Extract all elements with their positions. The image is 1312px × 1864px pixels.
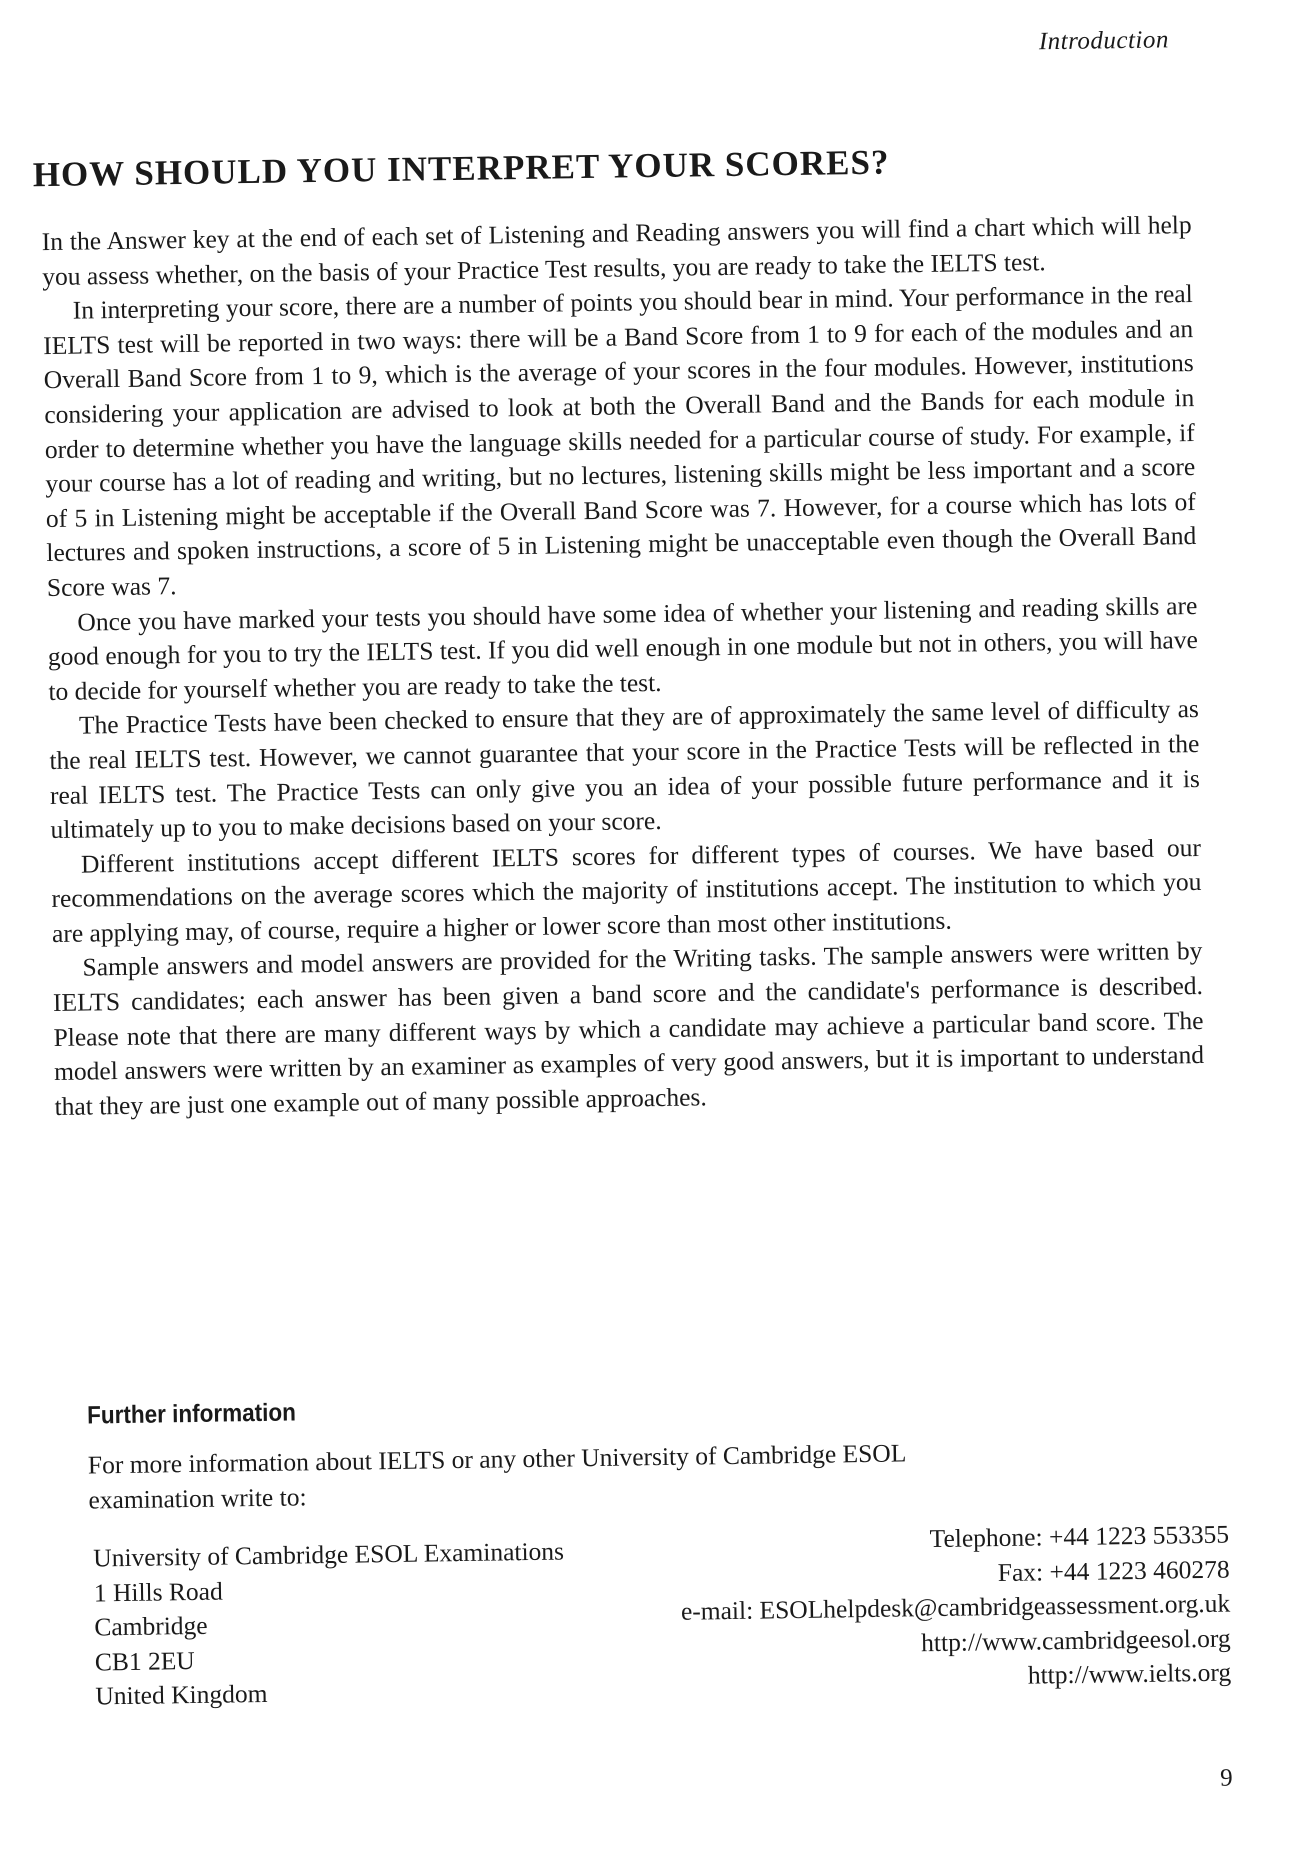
section-title: HOW SHOULD YOU INTERPRET YOUR SCORES?	[32, 142, 890, 195]
further-information-intro: For more information about IELTS or any other University of Cambridge ESOL examination write to:	[87, 1438, 906, 1515]
contact-details	[680, 1518, 1232, 1699]
paragraph: Different institutions accept different IELTS scores for different types of courses. We have based our recommendations on the average scores which the majority of institutions accept. The institution to which you are applying may, of course, require a higher or lower score than most other institutions.	[51, 832, 1202, 948]
telephone: Telephone: +44 1223 553355	[929, 1519, 1230, 1554]
paragraph: Sample answers and model answers are provided for the Writing tasks. The sample answers were written by IELTS candidates; each answer has been given a band score and the candidate's performance is described. Please note that there are many different ways by which a candidate may achieve a particular band score. The model answers were written by an examiner as examples of very good answers, but it is important to understand that they are just one example out of many possible approaches.	[52, 936, 1205, 1121]
fax: Fax: +44 1223 460278	[997, 1554, 1230, 1587]
paragraph: Once you have marked your tests you should have some idea of whether your listening and reading skills are good enough for you to try the IELTS test. If you did well enough in one module but not in others, you will have to decide for yourself whether you are ready to take the test.	[47, 590, 1199, 706]
address-line: United Kingdom	[95, 1679, 268, 1711]
website-link: http://www.ielts.org	[1027, 1657, 1232, 1690]
postal-address	[93, 1534, 566, 1714]
paragraph: In interpreting your score, there are a number of points you should bear in mind. Your performance in the real IELTS test will be reported in two ways: there will be a Band Score from 1 to 9 for each of the modules and an Overall Band Score from 1 to 9, which is the average of your scores in the four modules. However, institutions considering your application are advised to look at both the Overall Band and the Bands for each module in order to determine whether you have the language skills needed for a particular course of study. For example, if your course has a lot of reading and writing, but no lectures, listening skills might be less important and a score of 5 in Listening might be acceptable if the Overall Band Score was 7. However, for a course which has lots of lectures and spoken instructions, a score of 5 in Listening might be unacceptable even though the Overall Band Score was 7.	[43, 279, 1197, 602]
address-line: CB1 2EU	[94, 1645, 195, 1677]
paragraph: In the Answer key at the end of each set of Listening and Reading answers you will find a chart which will help you assess whether, on the basis of your Practice Test results, you are ready to take the IELTS test.	[41, 210, 1192, 291]
email-address: e-mail: ESOLhelpdesk@cambridgeassessment.org.uk	[680, 1588, 1231, 1626]
body-text	[42, 208, 1205, 1124]
website-link: http://www.cambridgeesol.org	[920, 1623, 1231, 1657]
further-information-heading: Further information	[86, 1398, 297, 1430]
paragraph: The Practice Tests have been checked to ensure that they are of approximately the same level of difficulty as the real IELTS test. However, we cannot guarantee that your score in the Practice Tests will be reflected in the real IELTS test. The Practice Tests can only give you an idea of your possible future performance and it is ultimately up to you to make decisions based on your score.	[49, 694, 1201, 845]
further-information-section	[87, 1385, 1229, 1518]
running-head: Introduction	[1038, 26, 1170, 56]
address-line: Cambridge	[94, 1610, 208, 1642]
address-line: University of Cambridge ESOL Examinations	[93, 1536, 565, 1573]
page-number: 9	[1219, 1764, 1233, 1792]
address-line: 1 Hills Road	[93, 1576, 223, 1608]
